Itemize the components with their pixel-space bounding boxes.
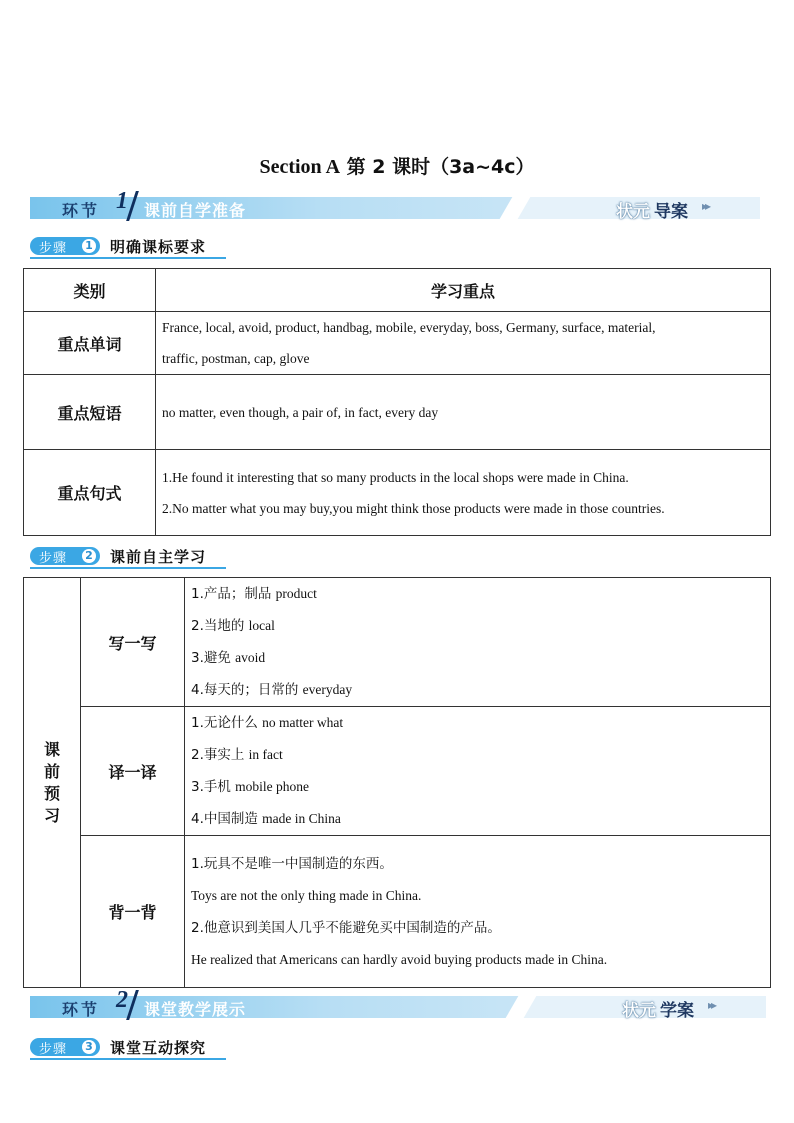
banner-title: 课堂教学展示 xyxy=(144,1000,247,1019)
section-banner-1 xyxy=(30,188,760,222)
step-title: 课前自主学习 xyxy=(110,548,207,566)
activity-items xyxy=(185,578,771,707)
section-banner-2 xyxy=(30,987,766,1021)
item-zh: 3.手机 xyxy=(191,779,236,795)
activity-label: 译一译 xyxy=(81,707,185,836)
item-zh: 1.无论什么 xyxy=(191,715,263,731)
key-points-table xyxy=(23,268,771,536)
row-content xyxy=(156,312,771,375)
step-underline xyxy=(30,1058,226,1060)
list-item xyxy=(191,880,764,912)
banner-number: 1 xyxy=(116,188,128,214)
step-title: 课堂互动探究 xyxy=(110,1039,207,1057)
banner-title: 课前自学准备 xyxy=(144,201,247,220)
double-arrow-icon: ▸▸ xyxy=(707,998,714,1012)
step-badge-number: 2 xyxy=(82,549,96,563)
content-line: 1.He found it interesting that so many products in the local shops were made in China. xyxy=(162,469,629,485)
page-title xyxy=(0,152,794,179)
content-line: 2.No matter what you may buy,you might think those products were made in those countries. xyxy=(162,500,665,516)
step-underline xyxy=(30,257,226,259)
table-header-row xyxy=(24,269,771,312)
item-en: no matter what xyxy=(262,715,344,730)
activity-items xyxy=(185,707,771,836)
preview-table xyxy=(23,577,771,988)
row-category: 重点短语 xyxy=(24,375,156,450)
banner-tag-b: 学案 xyxy=(660,1001,694,1021)
item-en: everyday xyxy=(302,682,353,697)
table-row xyxy=(24,375,771,450)
item-zh: 4.中国制造 xyxy=(191,811,263,827)
step-badge-number: 3 xyxy=(82,1040,96,1054)
header-focus: 学习重点 xyxy=(156,269,771,312)
item-zh: 2.事实上 xyxy=(191,747,249,763)
step-badge-label: 步骤 xyxy=(39,241,68,256)
step-header-3 xyxy=(30,1036,226,1058)
list-item xyxy=(191,848,764,880)
activity-label: 背一背 xyxy=(81,836,185,988)
table-row xyxy=(24,312,771,375)
item-en: Toys are not the only thing made in China. xyxy=(191,887,422,903)
row-content xyxy=(156,450,771,536)
item-zh: 3.避免 xyxy=(191,650,236,666)
activity-items xyxy=(185,836,771,988)
banner-number: 2 xyxy=(116,987,128,1013)
banner-tag-a: 状元 xyxy=(616,202,650,222)
content-line: traffic, postman, cap, glove xyxy=(162,351,310,366)
list-item xyxy=(191,642,764,674)
activity-label: 写一写 xyxy=(81,578,185,707)
header-category: 类别 xyxy=(24,269,156,312)
side-char: 预 xyxy=(43,783,60,803)
item-zh: 2.他意识到美国人几乎不能避免买中国制造的产品。 xyxy=(191,919,501,936)
banner-tag-b: 导案 xyxy=(654,202,688,222)
list-item xyxy=(191,739,764,771)
page-title-rest: 第 2 课时（3a~4c） xyxy=(346,156,535,178)
list-item xyxy=(191,912,764,944)
step-badge xyxy=(30,237,100,255)
page-title-latin: Section A xyxy=(259,156,341,178)
list-item xyxy=(191,944,764,976)
step-badge xyxy=(30,547,100,565)
list-item xyxy=(191,578,764,610)
side-char: 习 xyxy=(43,805,60,825)
table-row xyxy=(24,707,771,836)
list-item xyxy=(191,803,764,835)
step-header-2 xyxy=(30,545,226,567)
step-title: 明确课标要求 xyxy=(110,238,207,256)
side-char: 前 xyxy=(43,761,60,781)
content-line: France, local, avoid, product, handbag, mobile, everyday, boss, Germany, surface, material, xyxy=(162,320,656,335)
banner-lead: 环节 xyxy=(62,1000,101,1019)
item-en: mobile phone xyxy=(235,779,310,794)
step-underline xyxy=(30,567,226,569)
list-item xyxy=(191,674,764,706)
side-char: 课 xyxy=(43,739,60,759)
banner-tag-a: 状元 xyxy=(622,1001,656,1021)
step-badge xyxy=(30,1038,100,1056)
row-category: 重点单词 xyxy=(24,312,156,375)
item-en: avoid xyxy=(235,650,266,665)
list-item xyxy=(191,707,764,739)
side-label xyxy=(24,578,81,988)
list-item xyxy=(191,771,764,803)
item-zh: 1.玩具不是唯一中国制造的东西。 xyxy=(191,855,393,872)
table-row xyxy=(24,836,771,988)
step-badge-label: 步骤 xyxy=(39,551,68,566)
row-category: 重点句式 xyxy=(24,450,156,536)
item-zh: 2.当地的 xyxy=(191,618,249,634)
step-badge-label: 步骤 xyxy=(39,1042,68,1057)
content-line: no matter, even though, a pair of, in fact, every day xyxy=(162,404,439,420)
item-en: He realized that Americans can hardly avoid buying products made in China. xyxy=(191,951,608,967)
item-zh: 4.每天的；日常的 xyxy=(191,682,303,698)
step-header-1 xyxy=(30,235,226,257)
double-arrow-icon: ▸▸ xyxy=(701,199,708,213)
banner-lead: 环节 xyxy=(62,201,101,220)
item-zh: 1.产品；制品 xyxy=(191,586,276,602)
item-en: local xyxy=(248,618,275,633)
row-content xyxy=(156,375,771,450)
table-row xyxy=(24,578,771,707)
table-row xyxy=(24,450,771,536)
list-item xyxy=(191,610,764,642)
step-badge-number: 1 xyxy=(82,239,96,253)
item-en: product xyxy=(275,586,317,601)
item-en: in fact xyxy=(248,747,283,762)
item-en: made in China xyxy=(262,811,341,826)
